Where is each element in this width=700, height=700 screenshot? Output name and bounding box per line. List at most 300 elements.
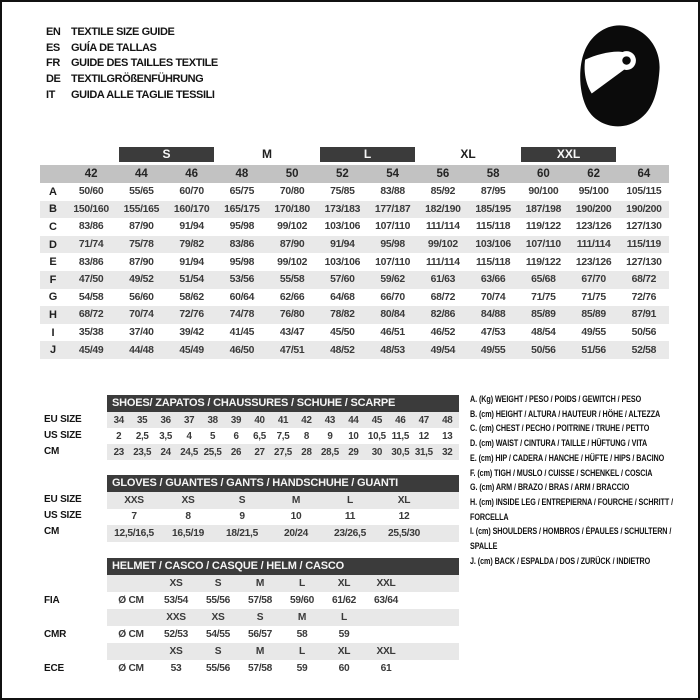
helmet-size-header: S	[214, 646, 222, 657]
side-label: CM	[44, 526, 60, 537]
measure-row-c	[40, 218, 669, 236]
language-code: FR	[46, 57, 60, 70]
size-value: 45/49	[179, 344, 204, 356]
language-label: GUIDA ALLE TAGLIE TESSILI	[71, 88, 215, 101]
gloves-title: GLOVES / GUANTES / GANTS / HANDSCHUHE / GUANTI	[107, 475, 459, 492]
size-value: 68/72	[430, 291, 456, 303]
measurement-legend	[470, 392, 695, 568]
gloves-table	[107, 475, 459, 542]
value-cell: 27	[254, 446, 265, 458]
value-cell: 38	[207, 414, 218, 426]
value-cell: 25,5	[203, 446, 222, 458]
size-value: 55/65	[129, 186, 154, 198]
size-value: 170/180	[274, 203, 310, 215]
size-col-header: 58	[486, 168, 500, 180]
size-value: 119/122	[525, 256, 561, 268]
value-cell: 5	[210, 430, 216, 442]
helmet-size-header: XS	[169, 578, 183, 589]
size-value: 185/195	[475, 203, 511, 215]
size-value: 83/86	[78, 221, 104, 233]
language-code: ES	[46, 41, 60, 54]
legend-item: I. (cm) SHOULDERS / HOMBROS / ÉPAULES / SCHULTERN / SPALLE	[470, 526, 672, 552]
helmet-size-row	[107, 609, 459, 626]
size-value: 45/49	[78, 344, 104, 356]
size-col-header: 64	[637, 168, 651, 180]
size-value: 76/80	[279, 309, 305, 321]
size-value: 107/110	[375, 221, 411, 233]
measure-row-b	[40, 201, 669, 219]
size-value: 87/91	[631, 309, 657, 321]
helmet-value: 59	[338, 629, 350, 640]
helmet-size-header: XXL	[376, 578, 396, 589]
value-cell: 46	[395, 414, 406, 426]
size-group-row	[40, 147, 669, 162]
size-value: 49/54	[430, 344, 456, 356]
size-value: 78/82	[330, 309, 355, 321]
size-value: 75/85	[330, 186, 355, 198]
size-col-header: 54	[386, 168, 400, 180]
size-col-header: 48	[235, 168, 249, 180]
value-cell: 47	[418, 414, 429, 426]
value-cell: 30	[371, 446, 383, 458]
helmet-value-row	[107, 626, 459, 643]
value-cell: XS	[181, 494, 195, 506]
size-col-header: 56	[436, 168, 450, 180]
row-letter: A	[49, 185, 57, 198]
gloves-row-labels	[36, 475, 107, 542]
row-letter: J	[49, 344, 57, 357]
size-value: 43/47	[279, 327, 305, 339]
legend-item: C. (cm) CHEST / PECHO / POITRINE / TRUHE / PETTO	[470, 423, 650, 434]
shoes-row-labels	[36, 395, 107, 460]
helmet-table-body	[107, 575, 459, 677]
size-value: 72/76	[179, 309, 204, 321]
value-cell: 42	[301, 414, 312, 426]
language-code: EN	[46, 25, 61, 38]
helmet-value: 63/64	[374, 595, 398, 606]
value-cell: 3,5	[159, 430, 173, 442]
size-value: 103/106	[324, 256, 361, 268]
size-value: 70/74	[129, 309, 154, 321]
size-value: 50/56	[631, 327, 657, 339]
measure-row-d	[40, 236, 669, 254]
value-cell: 23,5	[133, 446, 152, 458]
size-value: 155/165	[123, 203, 160, 215]
size-value: 83/88	[380, 186, 405, 198]
size-value: 80/84	[380, 309, 405, 321]
textile-size-table	[40, 147, 669, 359]
size-value: 46/50	[229, 344, 255, 356]
side-label: EU SIZE	[44, 494, 82, 505]
helmet-value: 55/56	[206, 663, 230, 674]
unit-label: Ø CM	[118, 595, 144, 606]
size-value: 60/64	[229, 291, 255, 303]
helmet-value: 61/62	[332, 595, 356, 606]
value-cell: 27,5	[274, 446, 292, 458]
size-value: 72/76	[631, 291, 657, 303]
size-col-header: 50	[285, 168, 299, 180]
helmet-row-labels	[36, 558, 107, 694]
size-value: 190/200	[575, 203, 612, 215]
legend-item: G. (cm) ARM / BRAZO / BRAS / ARM / BRACCIO	[470, 482, 630, 493]
helmet-size-header: XL	[337, 578, 351, 589]
helmet-value: 57/58	[248, 595, 272, 606]
helmet-size-header: XS	[169, 646, 183, 657]
sub-table-row	[107, 492, 459, 509]
size-value: 165/175	[224, 203, 260, 215]
helmet-value: 56/57	[248, 629, 272, 640]
value-cell: 9	[239, 511, 245, 523]
value-cell: 32	[442, 446, 453, 458]
size-value: 71/75	[531, 291, 556, 303]
size-value: 47/50	[78, 274, 104, 286]
value-cell: 12	[418, 430, 429, 442]
value-cell: S	[238, 494, 246, 506]
value-cell: 11,5	[391, 430, 409, 442]
size-value: 79/82	[179, 239, 204, 251]
size-value: 51/54	[179, 274, 204, 286]
side-label: US SIZE	[44, 510, 82, 521]
value-cell: 40	[254, 414, 265, 426]
shoes-table-body	[107, 412, 459, 460]
value-cell: 45	[371, 414, 383, 426]
size-col-header: 60	[536, 168, 550, 180]
size-value: 66/70	[380, 291, 405, 303]
row-letter: D	[49, 238, 57, 251]
value-cell: 10	[348, 430, 359, 442]
size-value: 103/106	[324, 221, 361, 233]
size-value: 111/114	[426, 221, 460, 233]
helmet-size-header: M	[297, 612, 307, 623]
helmet-size-header: XL	[337, 646, 351, 657]
unit-label: Ø CM	[118, 629, 144, 640]
value-cell: 26	[230, 446, 242, 458]
value-cell: 6,5	[253, 430, 266, 442]
size-group-m: M	[262, 147, 272, 161]
size-value: 95/100	[578, 186, 609, 198]
size-value: 160/170	[173, 203, 210, 215]
value-cell: 10	[290, 511, 302, 523]
size-col-header: 42	[84, 168, 98, 180]
size-value: 46/52	[430, 327, 456, 339]
helmet-value: 59/60	[290, 595, 314, 606]
size-value: 70/80	[279, 186, 305, 198]
size-value: 62/66	[279, 291, 305, 303]
size-value: 111/114	[426, 256, 460, 268]
standard-label-cmr: CMR	[44, 629, 67, 640]
size-value: 99/102	[277, 221, 308, 233]
value-cell: 8	[185, 511, 191, 523]
value-cell: 23	[113, 446, 124, 458]
size-value: 150/160	[73, 203, 109, 215]
value-cell: 28	[301, 446, 312, 458]
language-row	[46, 24, 218, 40]
language-row	[46, 87, 218, 103]
sub-table-row	[107, 525, 459, 542]
size-value: 123/126	[575, 256, 612, 268]
row-letter: B	[49, 203, 57, 216]
size-value: 57/60	[330, 274, 355, 286]
value-cell: 11	[344, 511, 356, 523]
language-row	[46, 71, 218, 87]
side-label: CM	[44, 446, 60, 457]
shoes-section	[36, 395, 459, 460]
size-value: 65/68	[531, 274, 556, 286]
value-cell: 41	[277, 414, 289, 426]
visor-pivot-dot	[622, 56, 630, 64]
row-letter: E	[49, 256, 57, 269]
size-value: 51/56	[581, 344, 606, 356]
size-value: 105/115	[626, 186, 662, 198]
value-cell: 13	[442, 430, 453, 442]
size-value: 48/54	[531, 327, 556, 339]
size-value: 119/122	[525, 221, 561, 233]
value-cell: 16,5/19	[172, 527, 204, 539]
size-value: 91/94	[330, 239, 355, 251]
size-value: 87/90	[279, 239, 305, 251]
value-cell: 4	[186, 430, 192, 442]
helmet-value: 53/54	[164, 595, 188, 606]
standard-label-fia: FIA	[44, 595, 60, 606]
value-cell: 25,5/30	[388, 527, 420, 539]
size-value: 95/98	[380, 239, 405, 251]
value-cell: 18/21,5	[226, 527, 258, 539]
helmet-value: 53	[170, 663, 182, 674]
helmet-section	[36, 558, 459, 694]
size-value: 35/38	[78, 327, 104, 339]
legend-item: B. (cm) HEIGHT / ALTURA / HAUTEUR / HÖHE / ALTEZZA	[470, 408, 661, 419]
helmet-size-header: M	[255, 646, 265, 657]
size-value: 82/86	[430, 309, 456, 321]
measure-row-f	[40, 271, 669, 289]
size-value: 49/52	[129, 274, 154, 286]
row-letter: H	[49, 308, 57, 321]
value-cell: 43	[324, 414, 336, 426]
helmet-value-row	[107, 592, 459, 609]
measure-row-a	[40, 183, 669, 201]
gloves-section	[36, 475, 459, 542]
size-value: 190/200	[626, 203, 662, 215]
language-row	[46, 55, 218, 71]
helmet-icon	[572, 22, 666, 132]
size-group-l: L	[320, 147, 415, 162]
helmet-value: 61	[380, 663, 392, 674]
language-code: DE	[46, 72, 61, 85]
helmet-size-header: M	[255, 578, 265, 589]
helmet-size-header: L	[299, 578, 305, 589]
size-value: 103/106	[475, 239, 511, 251]
unit-label: Ø CM	[118, 663, 144, 674]
value-cell: 30,5	[391, 446, 410, 458]
size-value: 48/52	[330, 344, 355, 356]
size-value: 49/55	[480, 344, 506, 356]
size-value: 56/60	[129, 291, 154, 303]
helmet-table	[107, 558, 459, 694]
size-header-row	[40, 165, 669, 183]
size-col-header: 62	[587, 168, 601, 180]
value-cell: 8	[303, 430, 310, 442]
language-list	[46, 24, 218, 102]
value-cell: 24	[160, 446, 171, 458]
size-value: 95/98	[229, 221, 255, 233]
legend-item: D. (cm) WAIST / CINTURA / TAILLE / HÜFTUNG / VITA	[470, 438, 648, 449]
value-cell: 9	[327, 430, 333, 442]
size-value: 68/72	[631, 274, 657, 286]
helmet-value: 58	[296, 629, 308, 640]
size-value: 64/68	[330, 291, 355, 303]
size-value: 47/53	[480, 327, 506, 339]
value-cell: 28,5	[320, 446, 339, 458]
helmet-value: 57/58	[248, 663, 272, 674]
size-value: 44/48	[129, 344, 154, 356]
value-cell: 44	[348, 414, 359, 426]
language-label: GUÍA DE TALLAS	[71, 41, 157, 54]
value-cell: 37	[183, 414, 195, 426]
size-value: 115/119	[626, 239, 662, 251]
size-value: 111/114	[576, 239, 611, 251]
legend-item: H. (cm) INSIDE LEG / ENTREPIERNA / FOURCHE / SCHRITT / FORCELLA	[470, 496, 674, 522]
size-value: 39/42	[179, 327, 204, 339]
helmet-value: 55/56	[206, 595, 230, 606]
value-cell: XL	[397, 494, 411, 506]
size-value: 127/130	[626, 256, 662, 268]
side-label: US SIZE	[44, 430, 82, 441]
value-cell: 2,5	[135, 430, 149, 442]
value-cell: 7	[131, 511, 137, 523]
size-value: 37/40	[129, 327, 154, 339]
value-cell: 23/26,5	[334, 527, 366, 539]
size-value: 99/102	[427, 239, 458, 251]
row-letter: C	[49, 220, 57, 233]
helmet-title: HELMET / CASCO / CASQUE / HELM / CASCO	[107, 558, 459, 575]
helmet-size-row	[107, 575, 459, 592]
size-value: 85/89	[581, 309, 606, 321]
size-value: 127/130	[626, 221, 662, 233]
size-col-header: 44	[134, 168, 148, 180]
size-value: 71/75	[581, 291, 606, 303]
value-cell: 12,5/16,5	[114, 527, 154, 539]
size-value: 50/60	[78, 186, 104, 198]
size-value: 46/51	[380, 327, 405, 339]
size-value: 48/53	[380, 344, 405, 356]
size-col-header: 52	[335, 168, 349, 180]
size-value: 87/90	[129, 256, 154, 268]
sub-table-row	[107, 428, 459, 444]
value-cell: 6	[233, 430, 239, 442]
size-value: 87/90	[129, 221, 154, 233]
size-value: 67/70	[581, 274, 606, 286]
legend-item: J. (cm) BACK / ESPALDA / DOS / ZURÜCK / INDIETRO	[470, 555, 651, 566]
size-value: 49/55	[581, 327, 606, 339]
value-cell: L	[347, 494, 353, 506]
size-value: 74/78	[229, 309, 255, 321]
value-cell: 39	[230, 414, 242, 426]
size-value: 182/190	[425, 203, 461, 215]
size-value: 107/110	[525, 239, 561, 251]
size-value: 70/74	[480, 291, 506, 303]
size-value: 99/102	[277, 256, 308, 268]
size-value: 55/58	[279, 274, 305, 286]
size-value: 41/45	[229, 327, 255, 339]
size-value: 91/94	[179, 221, 204, 233]
value-cell: 24,5	[180, 446, 199, 458]
helmet-size-header: XXL	[376, 646, 396, 657]
shoes-table	[107, 395, 459, 460]
size-value: 61/63	[430, 274, 456, 286]
sub-table-row	[107, 444, 459, 460]
size-value: 45/50	[330, 327, 355, 339]
size-value: 107/110	[375, 256, 411, 268]
size-value: 187/198	[525, 203, 562, 215]
legend-item: A. (Kg) WEIGHT / PESO / POIDS / GEWITCH / PESO	[470, 394, 642, 404]
size-value: 83/86	[229, 239, 255, 251]
side-label: EU SIZE	[44, 414, 82, 425]
value-cell: M	[291, 494, 301, 506]
value-cell: 36	[160, 414, 171, 426]
size-group-xl: XL	[460, 147, 476, 161]
size-value: 60/70	[179, 186, 204, 198]
measure-row-i	[40, 324, 669, 342]
size-value: 52/58	[631, 344, 657, 356]
language-code: IT	[46, 88, 55, 101]
value-cell: 31,5	[414, 446, 433, 458]
size-value: 87/95	[480, 186, 506, 198]
language-label: TEXTILE SIZE GUIDE	[71, 25, 175, 38]
size-value: 59/62	[380, 274, 405, 286]
size-value: 65/75	[229, 186, 255, 198]
measure-row-j	[40, 341, 669, 359]
standard-label-ece: ECE	[44, 663, 64, 674]
helmet-size-row	[107, 643, 459, 660]
size-value: 91/94	[179, 256, 204, 268]
helmet-value: 60	[338, 663, 350, 674]
size-value: 177/187	[374, 203, 411, 215]
size-value: 115/118	[475, 256, 511, 268]
size-value: 54/58	[78, 291, 104, 303]
size-value: 85/92	[430, 186, 456, 198]
helmet-size-header: S	[256, 612, 264, 623]
legend-item: E. (cm) HIP / CADERA / HANCHE / HÜFTE / HIPS / BACINO	[470, 452, 665, 463]
row-letter: F	[49, 273, 57, 286]
size-value: 68/72	[78, 309, 104, 321]
helmet-value-row	[107, 660, 459, 677]
value-cell: 34	[113, 414, 124, 426]
sub-table-row	[107, 509, 459, 526]
size-group-xxl: XXL	[521, 147, 616, 162]
size-value: 123/126	[575, 221, 612, 233]
row-letter: G	[48, 291, 58, 304]
helmet-size-header: XS	[211, 612, 225, 623]
size-value: 84/88	[480, 309, 506, 321]
size-value: 50/56	[531, 344, 556, 356]
shoes-title: SHOES/ ZAPATOS / CHAUSSURES / SCHUHE / SCARPE	[107, 395, 459, 412]
size-value: 85/89	[531, 309, 556, 321]
row-letter: I	[51, 326, 55, 339]
helmet-value: 52/53	[164, 629, 188, 640]
size-group-s: S	[119, 147, 214, 162]
language-row	[46, 40, 218, 56]
size-value: 75/78	[129, 239, 154, 251]
measure-row-g	[40, 289, 669, 307]
helmet-value: 54/55	[206, 629, 230, 640]
value-cell: XXS	[124, 494, 144, 506]
value-cell: 10,5	[367, 430, 386, 442]
value-cell: 35	[137, 414, 148, 426]
value-cell: 29	[348, 446, 359, 458]
value-cell: 48	[442, 414, 453, 426]
helmet-size-header: L	[299, 646, 305, 657]
size-value: 63/66	[480, 274, 506, 286]
